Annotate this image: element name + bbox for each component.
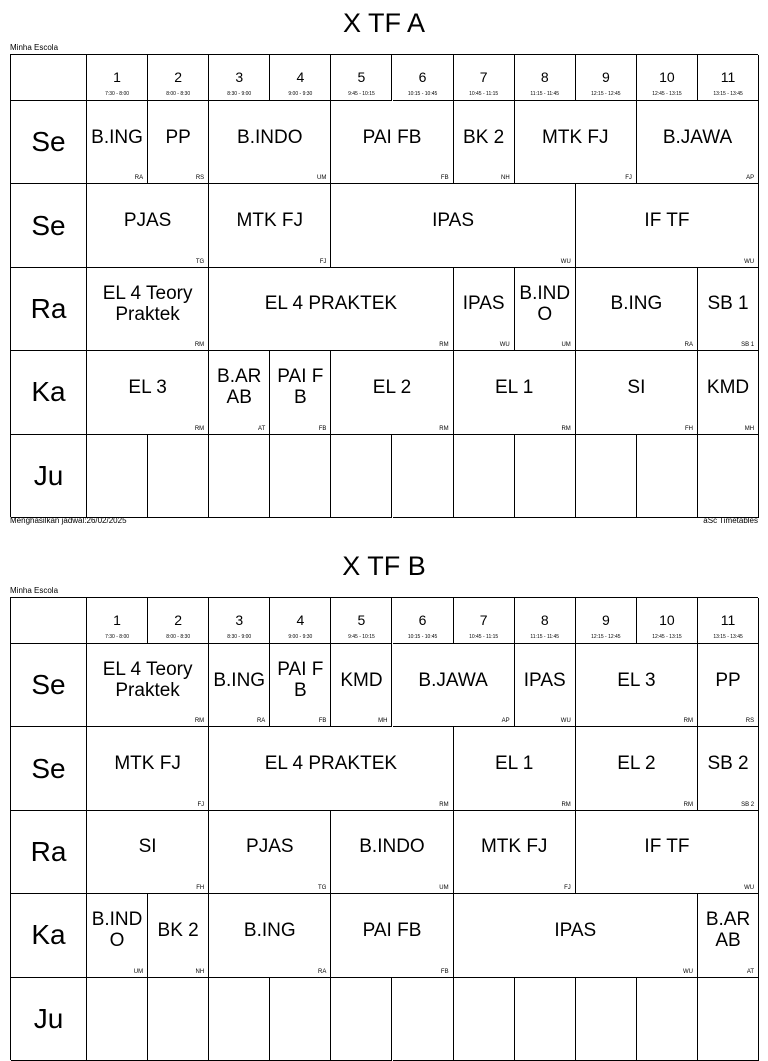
period-number: 8 — [540, 612, 549, 628]
lesson-cell — [454, 351, 576, 434]
lesson-subject: MTK FJ — [114, 753, 181, 775]
lesson-subject: PAI FB — [362, 126, 422, 148]
period-time: 10:15 - 10:45 — [407, 634, 438, 640]
lesson-subject: EL 4 PRAKTEK — [264, 753, 398, 775]
lesson-cell — [698, 727, 759, 810]
lesson-subject: EL 1 — [494, 376, 534, 398]
empty-slot — [454, 435, 515, 518]
lesson-cell — [576, 268, 698, 351]
period-number: 11 — [720, 612, 736, 628]
lesson-cell — [454, 101, 515, 184]
period-number: 3 — [235, 69, 244, 85]
lesson-cell — [331, 644, 392, 727]
lesson-cell — [331, 351, 453, 434]
period-number: 3 — [235, 612, 244, 628]
lesson-cell — [87, 351, 209, 434]
lesson-cell — [87, 644, 209, 727]
lesson-teacher: NH — [195, 968, 205, 975]
lesson-subject: BK 2 — [463, 126, 505, 148]
lesson-teacher: UM — [317, 175, 327, 182]
lesson-teacher: WU — [560, 258, 571, 265]
lesson-teacher: WU — [560, 718, 571, 725]
lesson-cell — [576, 351, 698, 434]
lesson-subject: B.JAWA — [662, 126, 733, 148]
period-number: 1 — [113, 612, 121, 628]
lesson-cell — [698, 644, 759, 727]
empty-slot — [331, 435, 392, 518]
lesson-subject: MTK FJ — [542, 126, 609, 148]
period-number: 2 — [174, 69, 183, 85]
period-time: 8:30 - 9:00 — [227, 91, 252, 97]
lesson-teacher: FH — [684, 425, 693, 432]
day-label: Se — [11, 644, 87, 727]
empty-slot — [87, 435, 148, 518]
empty-slot — [698, 435, 759, 518]
lesson-cell — [698, 268, 759, 351]
period-number: 6 — [418, 612, 427, 628]
period-number: 11 — [720, 69, 736, 85]
lesson-cell — [87, 811, 209, 894]
lesson-subject: B.JAWA — [418, 669, 488, 691]
lesson-teacher: RM — [561, 801, 571, 808]
lesson-subject: B.ING — [213, 669, 266, 691]
lesson-cell — [270, 644, 331, 727]
software-brand: aSc Timetables — [703, 516, 758, 525]
day-label: Ka — [11, 894, 87, 977]
lesson-cell — [209, 351, 270, 434]
lesson-subject: PP — [165, 126, 191, 148]
lesson-subject: IPAS — [523, 669, 566, 691]
lesson-subject: EL 3 — [617, 669, 656, 691]
empty-slot — [148, 435, 209, 518]
lesson-teacher: RM — [561, 425, 571, 432]
period-time: 12:45 - 13:15 — [652, 634, 682, 640]
lesson-teacher: AP — [501, 718, 510, 725]
lesson-teacher: WU — [744, 885, 755, 892]
lesson-subject: EL 2 — [617, 753, 656, 775]
empty-slot — [331, 978, 392, 1061]
lesson-subject: B.INDO — [519, 282, 571, 325]
empty-slot — [454, 978, 515, 1061]
lesson-teacher: AP — [746, 175, 755, 182]
lesson-subject: SI — [138, 836, 157, 858]
period-number: 2 — [174, 612, 183, 628]
period-number: 5 — [357, 69, 366, 85]
day-label: Se — [11, 184, 87, 267]
period-time: 12:15 - 12:45 — [591, 91, 621, 97]
lesson-teacher: AT — [746, 968, 755, 975]
lesson-subject: EL 4 Teory Praktek — [102, 659, 193, 702]
lesson-subject: IF TF — [644, 836, 690, 858]
period-number: 1 — [113, 69, 121, 85]
period-time: 8:00 - 8:30 — [166, 91, 191, 97]
lesson-cell — [331, 101, 453, 184]
lesson-subject: SB 2 — [707, 753, 749, 775]
period-header — [148, 55, 209, 101]
lesson-subject: B.INDO — [91, 909, 143, 952]
period-number: 10 — [659, 69, 675, 85]
period-header — [637, 55, 698, 101]
lesson-subject: MTK FJ — [480, 836, 548, 858]
lesson-subject: B.INDO — [359, 836, 425, 858]
lesson-cell — [87, 101, 148, 184]
period-header — [576, 598, 637, 644]
lesson-teacher: FJ — [319, 258, 327, 265]
empty-slot — [270, 978, 331, 1061]
lesson-cell — [576, 644, 698, 727]
lesson-teacher: RM — [194, 425, 205, 432]
empty-slot — [515, 435, 576, 518]
lesson-teacher: RA — [256, 718, 266, 725]
empty-slot — [148, 978, 209, 1061]
timetable-title: X TF A — [342, 8, 426, 38]
lesson-teacher: NH — [501, 175, 510, 182]
lesson-subject: B.INDO — [237, 126, 303, 148]
lesson-subject: IPAS — [432, 210, 475, 232]
period-header — [637, 598, 698, 644]
period-number: 9 — [601, 612, 610, 628]
period-time: 9:45 - 10:15 — [348, 634, 375, 640]
period-time: 9:00 - 9:30 — [288, 634, 313, 640]
lesson-subject: B.ARAB — [217, 366, 262, 409]
lesson-cell — [576, 811, 759, 894]
lesson-teacher: FB — [440, 968, 449, 975]
lesson-cell — [454, 268, 515, 351]
period-header — [393, 55, 454, 101]
lesson-subject: PAI FB — [362, 919, 422, 941]
period-number: 9 — [601, 69, 610, 85]
lesson-teacher: WU — [499, 342, 510, 349]
lesson-cell — [87, 184, 209, 267]
lesson-subject: PJAS — [246, 836, 294, 858]
school-name: Minha Escola — [10, 586, 59, 595]
day-label: Ra — [11, 268, 87, 351]
period-header — [148, 598, 209, 644]
lesson-subject: PJAS — [123, 210, 172, 232]
period-header — [515, 598, 576, 644]
period-time: 7:30 - 8:00 — [105, 91, 129, 97]
period-header — [331, 598, 392, 644]
lesson-teacher: TG — [195, 258, 205, 265]
day-label: Se — [11, 727, 87, 810]
period-header — [698, 598, 759, 644]
lesson-subject: PP — [715, 669, 741, 691]
lesson-teacher: FJ — [564, 885, 571, 892]
lesson-teacher: RS — [745, 718, 755, 725]
period-header — [576, 55, 637, 101]
lesson-cell — [454, 727, 576, 810]
period-number: 7 — [479, 69, 488, 85]
lesson-cell — [209, 894, 331, 977]
school-name: Minha Escola — [10, 43, 59, 52]
lesson-cell — [331, 184, 575, 267]
lesson-subject: MTK FJ — [236, 210, 304, 232]
lesson-subject: EL 4 Teory Praktek — [102, 282, 193, 325]
empty-slot — [87, 978, 148, 1061]
lesson-subject: IPAS — [462, 293, 505, 315]
period-time: 13:15 - 13:45 — [713, 634, 743, 640]
lesson-cell — [454, 811, 576, 894]
timetable-grid — [10, 597, 758, 1060]
lesson-subject: IF TF — [644, 210, 690, 232]
day-label: Se — [11, 101, 87, 184]
lesson-teacher: FJ — [197, 801, 205, 808]
period-time: 9:00 - 9:30 — [288, 91, 313, 97]
lesson-teacher: RM — [683, 801, 693, 808]
lesson-cell — [209, 101, 331, 184]
lesson-subject: B.ING — [91, 126, 143, 148]
period-number: 4 — [296, 69, 305, 85]
lesson-cell — [209, 268, 453, 351]
lesson-subject: KMD — [340, 669, 383, 691]
period-time: 11:15 - 11:45 — [530, 634, 560, 640]
lesson-teacher: RM — [683, 718, 693, 725]
lesson-subject: EL 4 PRAKTEK — [264, 293, 398, 315]
day-label: Ju — [11, 978, 87, 1061]
empty-slot — [515, 978, 576, 1061]
day-label: Ka — [11, 351, 87, 434]
lesson-cell — [698, 894, 759, 977]
lesson-subject: SB 1 — [707, 293, 749, 315]
lesson-teacher: FH — [196, 885, 205, 892]
period-header — [515, 55, 576, 101]
lesson-cell — [331, 811, 453, 894]
lesson-cell — [576, 184, 759, 267]
period-header — [209, 55, 270, 101]
lesson-subject: EL 1 — [494, 753, 534, 775]
lesson-teacher: SB 2 — [741, 801, 755, 808]
timetable-grid — [10, 54, 758, 517]
lesson-subject: IPAS — [554, 919, 597, 941]
lesson-subject: BK 2 — [157, 919, 199, 941]
period-time: 11:15 - 11:45 — [530, 91, 560, 97]
lesson-subject: PAI FB — [277, 659, 324, 702]
empty-slot — [270, 435, 331, 518]
period-time: 12:15 - 12:45 — [591, 634, 621, 640]
lesson-teacher: UM — [439, 885, 449, 892]
lesson-cell — [331, 894, 453, 977]
lesson-teacher: RM — [194, 718, 205, 725]
lesson-cell — [87, 894, 148, 977]
lesson-teacher: WU — [744, 258, 755, 265]
period-header — [454, 598, 515, 644]
corner-cell — [11, 55, 87, 101]
period-time: 10:45 - 11:15 — [469, 91, 499, 97]
period-header — [393, 598, 454, 644]
period-header — [454, 55, 515, 101]
day-label: Ju — [11, 435, 87, 518]
lesson-cell — [148, 894, 209, 977]
lesson-cell — [454, 894, 698, 977]
lesson-teacher: SB 1 — [741, 342, 755, 349]
lesson-teacher: MH — [378, 718, 388, 725]
lesson-teacher: TG — [318, 885, 327, 892]
lesson-cell — [515, 644, 576, 727]
lesson-teacher: UM — [561, 342, 571, 349]
period-header — [698, 55, 759, 101]
lesson-teacher: FJ — [625, 175, 632, 182]
empty-slot — [209, 978, 270, 1061]
period-header — [209, 598, 270, 644]
day-label: Ra — [11, 811, 87, 894]
lesson-teacher: RM — [439, 342, 449, 349]
lesson-cell — [637, 101, 759, 184]
lesson-subject: PAI FB — [277, 366, 324, 409]
lesson-teacher: RA — [684, 342, 693, 349]
lesson-cell — [515, 268, 576, 351]
period-time: 10:45 - 11:15 — [469, 634, 499, 640]
period-time: 13:15 - 13:45 — [713, 91, 743, 97]
lesson-teacher: WU — [682, 968, 693, 975]
lesson-teacher: UM — [133, 968, 144, 975]
lesson-teacher: RA — [318, 968, 327, 975]
lesson-subject: EL 3 — [128, 376, 167, 398]
lesson-teacher: FB — [318, 718, 327, 725]
lesson-cell — [698, 351, 759, 434]
lesson-cell — [209, 727, 453, 810]
generated-date: Menghasilkan jadwal:26/02/2025 — [10, 516, 127, 525]
period-number: 10 — [659, 612, 675, 628]
period-time: 7:30 - 8:00 — [105, 634, 129, 640]
lesson-cell — [87, 268, 209, 351]
lesson-teacher: MH — [744, 425, 755, 432]
empty-slot — [637, 435, 698, 518]
period-header — [87, 598, 148, 644]
empty-slot — [393, 978, 454, 1061]
lesson-cell — [148, 101, 209, 184]
lesson-teacher: RM — [194, 342, 205, 349]
lesson-teacher: RS — [195, 175, 205, 182]
period-time: 9:45 - 10:15 — [348, 91, 375, 97]
lesson-subject: B.ING — [610, 293, 663, 315]
lesson-cell — [209, 811, 331, 894]
lesson-subject: B.ARAB — [705, 909, 751, 952]
lesson-cell — [270, 351, 331, 434]
empty-slot — [637, 978, 698, 1061]
period-time: 8:00 - 8:30 — [166, 634, 191, 640]
period-number: 6 — [418, 69, 427, 85]
lesson-cell — [87, 727, 209, 810]
period-number: 4 — [296, 612, 305, 628]
period-number: 5 — [357, 612, 366, 628]
period-number: 7 — [479, 612, 488, 628]
period-time: 8:30 - 9:00 — [227, 634, 252, 640]
lesson-teacher: RA — [134, 175, 144, 182]
lesson-cell — [209, 644, 270, 727]
empty-slot — [209, 435, 270, 518]
empty-slot — [576, 978, 637, 1061]
lesson-subject: EL 2 — [372, 376, 412, 398]
period-time: 10:15 - 10:45 — [407, 91, 438, 97]
lesson-cell — [209, 184, 331, 267]
timetable-title: X TF B — [342, 551, 426, 581]
lesson-cell — [393, 644, 515, 727]
empty-slot — [576, 435, 637, 518]
period-header — [87, 55, 148, 101]
empty-slot — [393, 435, 454, 518]
period-number: 8 — [540, 69, 549, 85]
lesson-teacher: FB — [318, 425, 327, 432]
period-header — [270, 55, 331, 101]
lesson-teacher: RM — [439, 425, 449, 432]
corner-cell — [11, 598, 87, 644]
lesson-subject: SI — [627, 376, 646, 398]
period-header — [331, 55, 392, 101]
lesson-teacher: AT — [258, 425, 266, 432]
period-time: 12:45 - 13:15 — [652, 91, 682, 97]
lesson-subject: B.ING — [243, 919, 296, 941]
empty-slot — [698, 978, 759, 1061]
lesson-teacher: RM — [439, 801, 449, 808]
period-header — [270, 598, 331, 644]
lesson-cell — [576, 727, 698, 810]
lesson-teacher: FB — [440, 175, 449, 182]
lesson-cell — [515, 101, 637, 184]
lesson-subject: KMD — [706, 376, 750, 398]
